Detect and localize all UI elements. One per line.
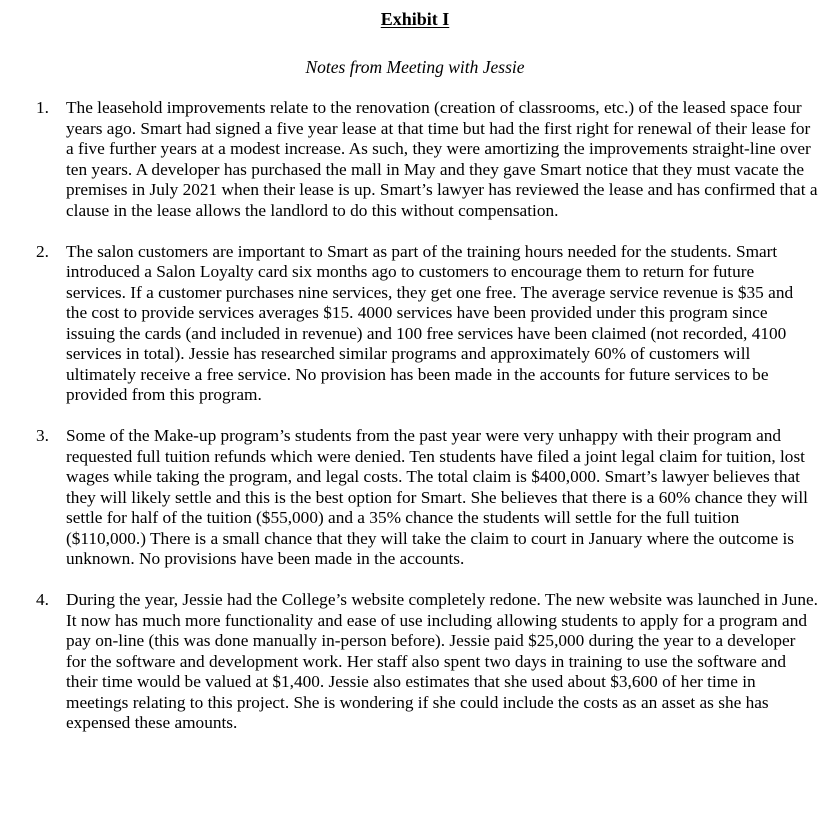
notes-list [0, 98, 824, 734]
note-text: During the year, Jessie had the College’s website completely redone. The new website was launched in June. It now has much more functionality and ease of use including allowing students to apply for a program and pay on-line (this was done manually in-person before). Jessie paid $25,000 during the year to a developer for the software and development work. Her staff also spent two days in training to use the software and their time would be valued at $1,400. Jessie also estimates that she used about $3,600 of her time in meetings relating to this project. She is wondering if she could include the costs as an asset as she has expensed these amounts. [66, 590, 818, 733]
note-text: Some of the Make-up program’s students from the past year were very unhappy with their program and requested full tuition refunds which were denied. Ten students have filed a joint legal claim for tuition, lost wages while taking the program, and legal costs. The total claim is $400,000. Smart’s lawyer believes that they will likely settle and this is the best option for Smart. She believes that there is a 60% chance they will settle for half of the tuition ($55,000) and a 35% chance the students will settle for the full tuition ($110,000.) There is a small chance that they will take the claim to court in January where the outcome is unknown. No provisions have been made in the accounts. [66, 426, 808, 569]
note-item-3 [0, 426, 824, 570]
note-text: The leasehold improvements relate to the renovation (creation of classrooms, etc.) of the leased space four years ago. Smart had signed a five year lease at that time but had the first right for renewal of their lease for a five further years at a modest increase. As such, they were amortizing the improvements straight-line over ten years. A developer has purchased the mall in May and they gave Smart notice that they must vacate the premises in July 2021 when their lease is up. Smart’s lawyer has reviewed the lease and has confirmed that a clause in the lease allows the landlord to do this without compensation. [66, 98, 818, 220]
note-item-1 [0, 98, 824, 221]
exhibit-subtitle: Notes from Meeting with Jessie [305, 57, 525, 77]
note-number: 3. [36, 426, 49, 446]
note-item-4 [0, 590, 824, 734]
note-number: 2. [36, 241, 49, 261]
note-number: 1. [36, 98, 49, 117]
exhibit-title: Exhibit I [380, 9, 450, 29]
note-item-2 [0, 242, 824, 406]
note-number: 4. [36, 590, 49, 610]
note-text: The salon customers are important to Smart as part of the training hours needed for the students. Smart introduced a Salon Loyalty card six months ago to customers to encourage them to return for future services. If a customer purchases nine services, they get one free. The average service revenue is $35 and the cost to provide services averages $15. 4000 services have been provided under this program since issuing the cards (and included in revenue) and 100 free services have been claimed (not recorded, 4100 services in total). Jessie has researched similar programs and approximately 60% of customers will ultimately receive a free service. No provision has been made in the accounts for future services to be provided from this program. [66, 241, 794, 405]
